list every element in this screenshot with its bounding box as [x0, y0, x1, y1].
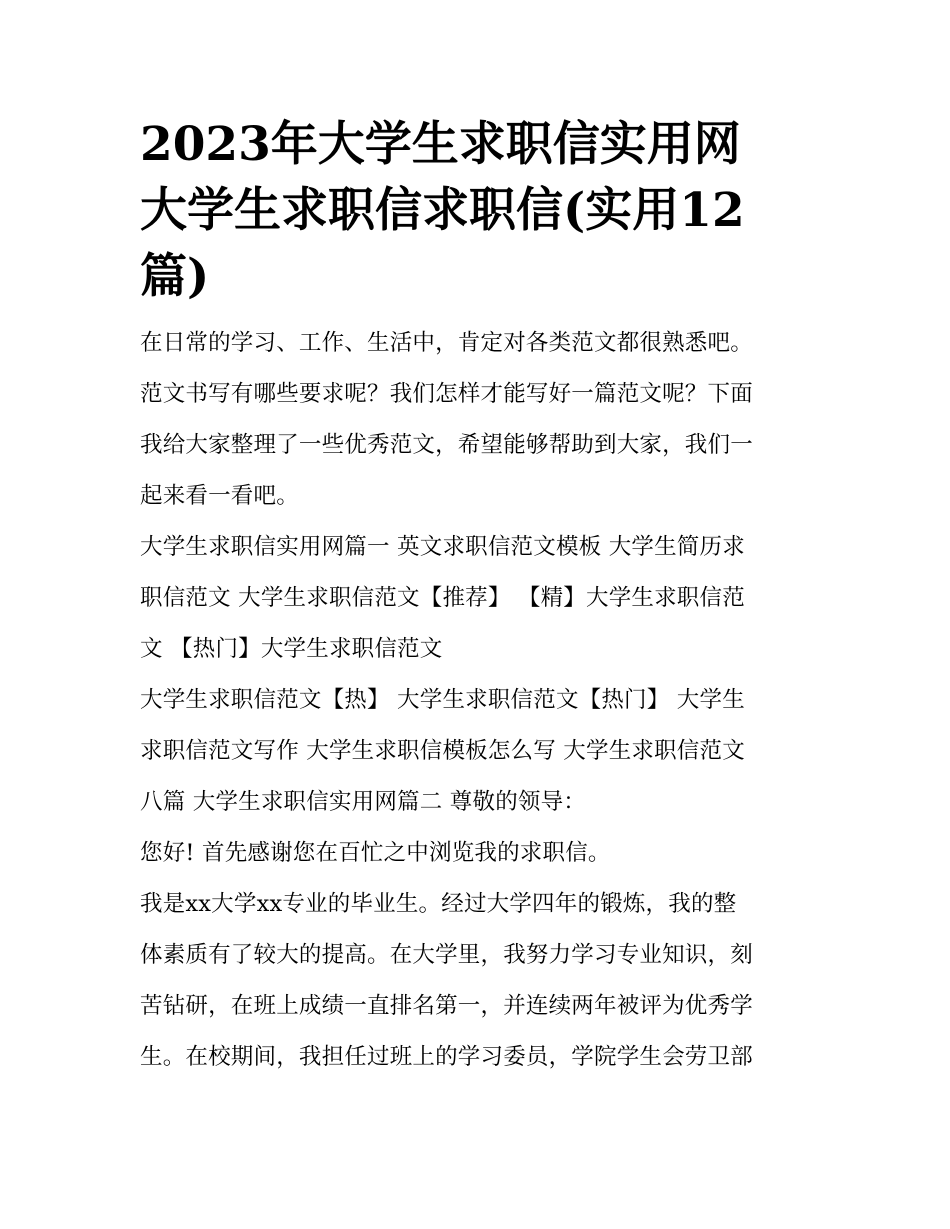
title-line: 2023年大学生求职信实用网 — [140, 117, 741, 172]
text-line: 生。在校期间，我担任过班上的学习委员，学院学生会劳卫部 — [140, 1044, 753, 1070]
index-paragraph — [140, 675, 815, 828]
text-line: 文 【热门】大学生求职信范文 — [140, 636, 443, 662]
text-line: 职信范文 大学生求职信范文【推荐】 【精】大学生求职信范 — [140, 585, 745, 611]
index-paragraph — [140, 522, 815, 675]
text-line: 八篇 大学生求职信实用网篇二 尊敬的领导： — [140, 789, 587, 815]
text-line: 您好! 首先感谢您在百忙之中浏览我的求职信。 — [140, 840, 611, 866]
text-line: 在日常的学习、工作、生活中，肯定对各类范文都很熟悉吧。 — [140, 330, 753, 356]
body-paragraph — [140, 879, 815, 1083]
text-line: 求职信范文写作 大学生求职信模板怎么写 大学生求职信范文 — [140, 738, 745, 764]
title-line: 篇) — [140, 249, 210, 304]
text-line: 起来看一看吧。 — [140, 483, 299, 509]
text-line: 苦钻研，在班上成绩一直排名第一，并连续两年被评为优秀学 — [140, 993, 753, 1019]
text-line: 体素质有了较大的提高。在大学里，我努力学习专业知识，刻 — [140, 942, 753, 968]
title-line: 大学生求职信求职信(实用12 — [140, 183, 745, 238]
document-page — [140, 112, 815, 1083]
document-title — [140, 112, 815, 310]
greeting-paragraph — [140, 828, 815, 879]
intro-paragraph — [140, 318, 815, 522]
text-line: 大学生求职信实用网篇一 英文求职信范文模板 大学生简历求 — [140, 534, 745, 560]
text-line: 大学生求职信范文【热】 大学生求职信范文【热门】 大学生 — [140, 687, 745, 713]
text-line: 我给大家整理了一些优秀范文，希望能够帮助到大家，我们一 — [140, 432, 753, 458]
text-line: 范文书写有哪些要求呢？我们怎样才能写好一篇范文呢？下面 — [140, 381, 753, 407]
text-line: 我是xx大学xx专业的毕业生。经过大学四年的锻炼，我的整 — [140, 891, 737, 917]
